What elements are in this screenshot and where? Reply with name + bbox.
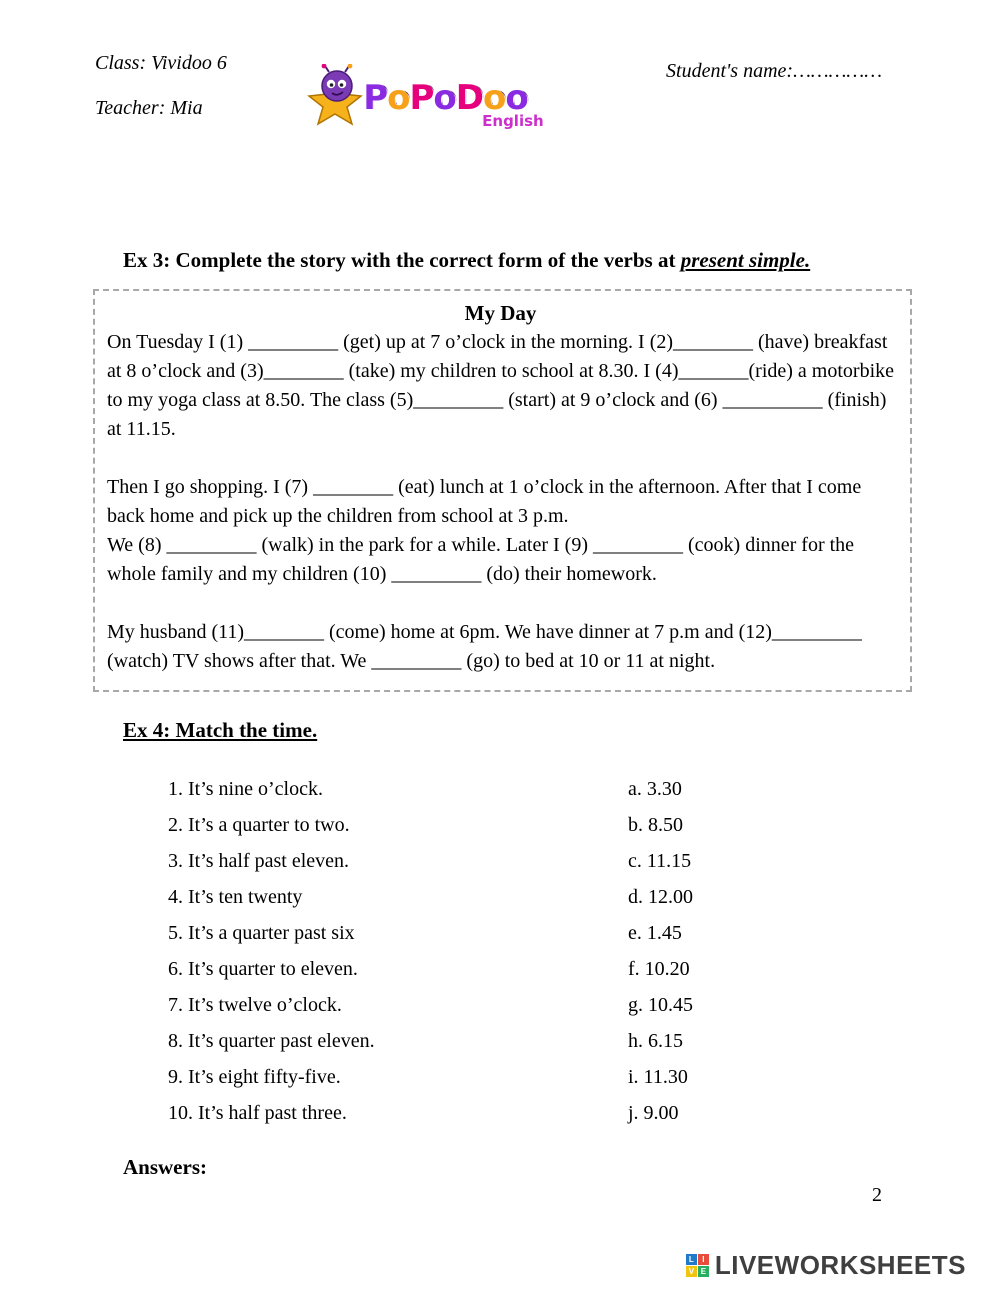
match-answer-option: e. 1.45 (628, 922, 682, 944)
story-title: My Day (464, 301, 537, 325)
liveworksheets-logo (686, 1250, 966, 1281)
story-paragraph: We (8) _________ (walk) in the park for a while. Later I (9) _________ (cook) dinner for the whole family and my children (10) _________ (do) their homework. (107, 534, 855, 585)
ex4-heading: Ex 4: Match the time. (123, 718, 318, 742)
match-item-text: 10. It’s half past three. (168, 1102, 347, 1124)
match-answer-option: h. 6.15 (628, 1030, 683, 1052)
match-item-text: 8. It’s quarter past eleven. (168, 1030, 375, 1052)
popodoo-wordmark-letters: PoPoDoo (363, 78, 528, 118)
match-answer-option: d. 12.00 (628, 886, 693, 908)
match-row (168, 771, 912, 807)
class-line: Class: Vividoo 6 (95, 52, 227, 74)
match-row (168, 1059, 912, 1095)
logo-english-label: English (482, 112, 544, 130)
match-row (168, 1023, 912, 1059)
class-teacher-block (95, 52, 227, 142)
match-list (168, 771, 912, 1131)
match-item-text: 4. It’s ten twenty (168, 886, 303, 908)
page-number: 2 (872, 1184, 882, 1206)
match-row (168, 915, 912, 951)
match-item-text: 7. It’s twelve o’clock. (168, 994, 342, 1016)
match-item-text: 2. It’s a quarter to two. (168, 814, 350, 836)
student-name-line: Student's name:…………… (666, 60, 882, 82)
match-answer-option: g. 10.45 (628, 994, 693, 1016)
match-item-text: 5. It’s a quarter past six (168, 922, 355, 944)
match-answer-option: a. 3.30 (628, 778, 682, 800)
match-answer-option: j. 9.00 (628, 1102, 679, 1124)
ex3-heading (123, 248, 912, 273)
popodoo-logo (305, 64, 544, 132)
match-item-text: 1. It’s nine o’clock. (168, 778, 323, 800)
answers-label: Answers: (123, 1155, 207, 1179)
story-paragraph: On Tuesday I (1) _________ (get) up at 7 o’clock in the morning. I (2)________ (have) breakfast at 8 o’clock and (3)________ (take) my children to school at 8.30. I (4)_______(ride) a motorbike to my yoga class at 8.50. The class (5)_________ (start) at 9 o’clock and (6) __________ (finish) at 11.15. (107, 331, 895, 440)
popodoo-wordmark (363, 78, 544, 130)
match-row (168, 807, 912, 843)
ex3-heading-emphasis: present simple. (680, 248, 811, 272)
popodoo-mascot-icon (305, 64, 369, 132)
match-item-text: 6. It’s quarter to eleven. (168, 958, 358, 980)
liveworksheets-wordmark: LIVEWORKSHEETS (714, 1250, 966, 1280)
header (95, 52, 912, 142)
story-paragraph: Then I go shopping. I (7) ________ (eat) lunch at 1 o’clock in the afternoon. After that I come back home and pick up the children from school at 3 p.m. (107, 476, 862, 527)
match-answer-option: i. 11.30 (628, 1066, 688, 1088)
match-item-text: 3. It’s half past eleven. (168, 850, 350, 872)
match-item-text: 9. It’s eight fifty-five. (168, 1066, 341, 1088)
match-answer-option: c. 11.15 (628, 850, 692, 872)
ex3-heading-text: Ex 3: Complete the story with the correct form of the verbs at (123, 248, 681, 272)
liveworksheets-icon: L I V E (686, 1254, 709, 1277)
match-answer-option: f. 10.20 (628, 958, 690, 980)
story-paragraph: My husband (11)________ (come) home at 6pm. We have dinner at 7 p.m and (12)_________ (watch) TV shows after that. We _________ (go) to bed at 10 or 11 at night. (107, 621, 862, 672)
match-answer-option: b. 8.50 (628, 814, 683, 836)
match-row (168, 843, 912, 879)
match-row (168, 987, 912, 1023)
teacher-line: Teacher: Mia (95, 97, 203, 119)
match-row (168, 951, 912, 987)
match-row (168, 1095, 912, 1131)
match-row (168, 879, 912, 915)
story-box (93, 289, 912, 692)
